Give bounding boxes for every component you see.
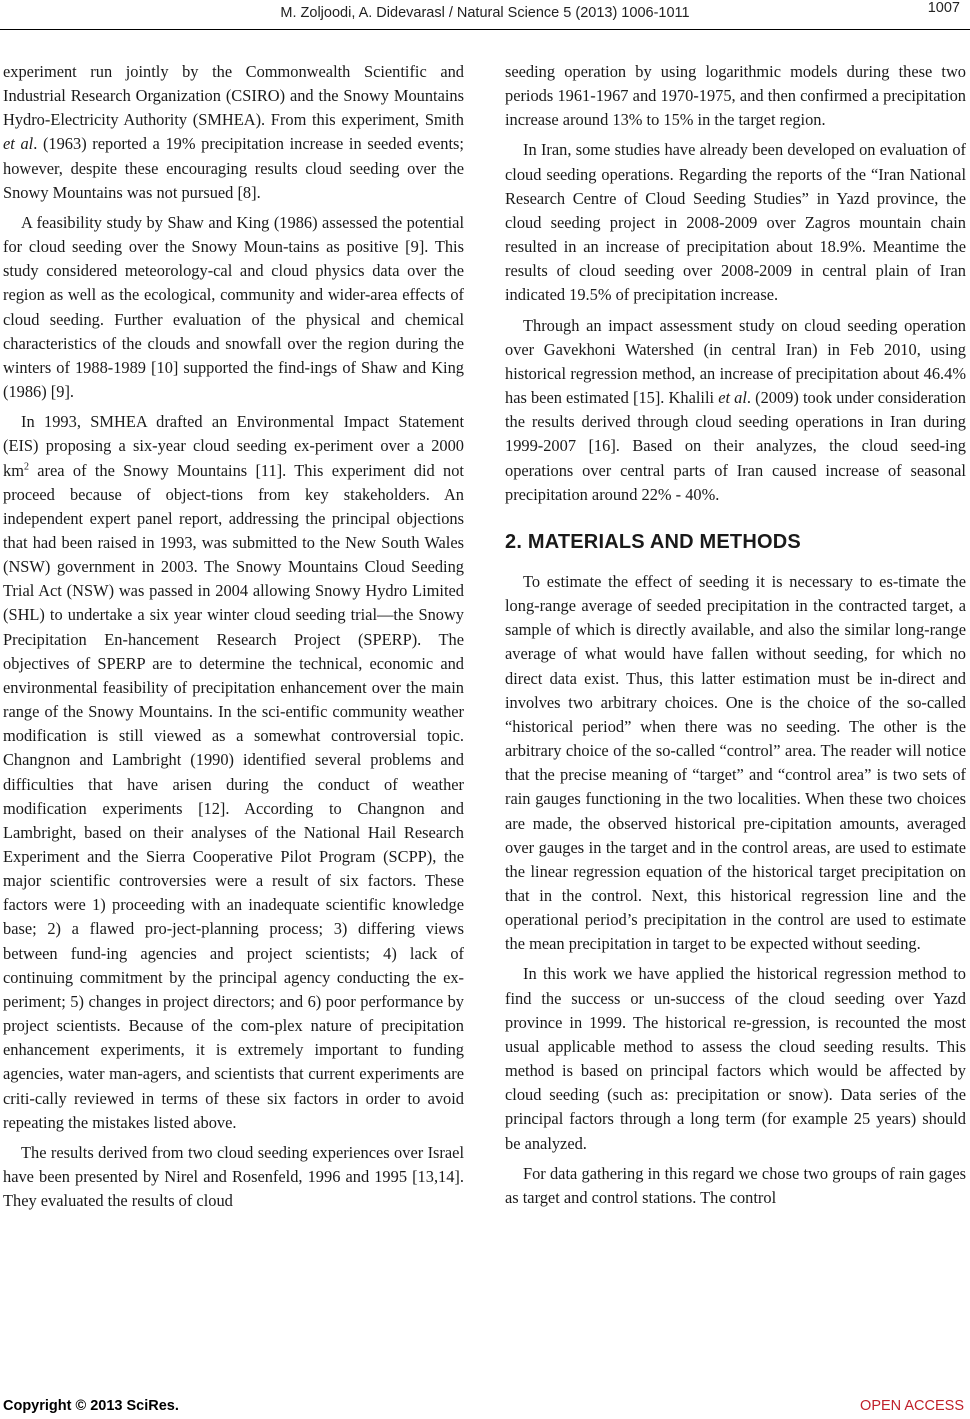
paragraph bbox=[505, 314, 966, 507]
paragraph: For data gathering in this regard we chose two groups of rain gages as target and control stations. The control bbox=[505, 1163, 966, 1207]
section-heading: 2. MATERIALS AND METHODS bbox=[505, 530, 801, 553]
paragraph-text: In 1993, SMHEA drafted an Environmental Impact Statement (EIS) proposing a six-year cloud seeding ex-periment over a 2000 km bbox=[3, 412, 464, 480]
paragraph-text: area of the Snowy Mountains [11]. This experiment did not proceed because of object-tions from key stakeholders. An independent expert panel report, addressing the principal objections that had been raised in 1993, was submitted to the New South Wales (NSW) government in 2003. The Snowy Mountains Cloud Seeding Trial Act (NSW) was passed in 2004 allowing Snowy Hydro Limited (SHL) to undertake a six year winter cloud seeding trial—the Snowy Precipitation En-hancement Research Project (SPERP). The objectives of SPERP are to determine the technical, economic and environmental feasibility of precipitation enhancement over the main range of the Snowy Mountains. In the sci-entific community weather modification is still viewed as a somewhat controversial topic. Changnon and Lambright (1990) identified several problems and difficulties that have arisen during the conduct of weather modification experiments [12]. According to Changnon and Lambright, based on their analyses of the National Hail Research Experiment and the Sierra Cooperative Pilot Program (SCPP), the major scientific controversies were a result of six factors. These factors were 1) proceeding with an inadequate scientific knowledge base; 2) a flawed pro-ject-planning process; 3) differing views between fund-ing agencies and project scientists; 4) lack of continuing commitment by the principal agency conducting the ex-periment; 5) changes in project directors; and 6) poor performance by project scientists. Because of the com-plex nature of precipitation enhancement experiments, it is extremely important to funding agencies, water man-agers, and scientists that current experiments are criti-cally reviewed in terms of these six factors in order to avoid repeating the mistakes listed above. bbox=[3, 460, 464, 1132]
paragraph-text: experiment run jointly by the Commonwealth Scientific and Industrial Research Organization (CSIRO) and the Snowy Mountains Hydro-Electricity Authority (SMHEA). From this experiment, Smith bbox=[3, 62, 464, 130]
paragraph-text: . (2009) took under consideration the results derived through cloud seeding operations in Iran during 1999-2007 [16]. Based on their analyzes, the cloud seed-ing operations over central parts of Iran caused increase of seasonal precipitation around 22% - 40%. bbox=[505, 388, 966, 504]
italic-text: et al bbox=[3, 134, 34, 154]
paragraph: A feasibility study by Shaw and King (1986) assessed the potential for cloud seeding over the Snowy Moun-tains as positive [9]. This study considered meteorology-cal and cloud physics data over the region as well as the ecological, community and wider-area effects of cloud seeding. Further evaluation of the physical and chemical characteristics of the clouds and snowfall over the region during the winters of 1988-1989 [10] supported the find-ings of Shaw and King (1986) [9]. bbox=[3, 212, 464, 402]
superscript: 2 bbox=[23, 461, 29, 473]
copyright-notice: Copyright © 2013 SciRes. bbox=[3, 1398, 179, 1414]
running-title: M. Zoljoodi, A. Didevarasl / Natural Science 5 (2013) 1006-1011 bbox=[280, 5, 690, 21]
paragraph: The results derived from two cloud seeding experiences over Israel have been presented by Nirel and Rosenfeld, 1996 and 1995 [13,14]. They evaluated the results of cloud bbox=[3, 1142, 464, 1211]
paragraph: In this work we have applied the historical regression method to find the success or un-success of the cloud seeding over Yazd province in 1999. The historical re-gression, is recounted the most usual applicable method to assess the cloud seeding results. This method is based on principal factors which would be affected by cloud seeding (such as: precipitation or snow). Data series of the principal factors through a long term (for example 25 years) should be analyzed. bbox=[505, 964, 966, 1153]
paragraph: seeding operation by using logarithmic models during these two periods 1961-1967 and 1970-1975, and then confirmed a precipitation increase around 13% to 15% in the target region. bbox=[505, 62, 966, 130]
page-number: 1007 bbox=[927, 0, 960, 16]
paragraph-text: Through an impact assessment study on cloud seeding operation over Gavekhoni Watershed (in central Iran) in Feb 2010, using historical regression method, an increase of precipitation about 46.4% has been estimated [15]. Khalili bbox=[505, 315, 966, 408]
open-access-label: OPEN ACCESS bbox=[860, 1398, 964, 1414]
paragraph bbox=[3, 60, 464, 205]
running-header bbox=[0, 0, 970, 30]
paragraph-text: . (1963) reported a 19% precipitation increase in seeded events; however, despite these encouraging results cloud seeding over the Snowy Mountains was not pursued [8]. bbox=[3, 134, 464, 202]
left-column bbox=[3, 60, 464, 1219]
right-column bbox=[505, 60, 966, 1216]
paragraph: In Iran, some studies have already been developed on evaluation of cloud seeding operations. Regarding the reports of the “Iran National Research Centre of Cloud Seeding Studies” in Yazd province, the cloud seeding project in 2008-2009 over Zagros mountain chain resulted in an increase of precipitation about 18.9%. Meantime the results of cloud seeding over 2008-2009 in central plain of Iran indicated 19.5% of precipitation increase. bbox=[505, 140, 966, 305]
page-footer bbox=[0, 1396, 970, 1419]
paragraph bbox=[3, 410, 464, 1135]
paragraph: To estimate the effect of seeding it is necessary to es-timate the long-range average of seeded precipitation in the contracted target, a sample of which is directly available, and also the similar long-range average of what would have fallen without seeding, for which no direct data exist. Thus, this latter estimation must be in-direct and involves two arbitrary choices. One is the choice of the so-called “historical period” when there was no seeding. The other is the arbitrary choice of the so-called “control” area. The reader will notice that the precise meaning of “target” and “control area” is two sets of rain gauges functioning in the two localities. When these two choices are made, the observed historical pre-cipitation amounts, averaged over gauges in the target and in the control areas, are used to estimate the linear regression equation of the historical target precipitation on that in the control. Next, this historical regression line and the operational period’s precipitation in the control are used to estimate the mean precipitation in target to be expected without seeding. bbox=[505, 571, 966, 954]
header-rule bbox=[0, 29, 970, 30]
italic-text: et al bbox=[718, 388, 747, 408]
